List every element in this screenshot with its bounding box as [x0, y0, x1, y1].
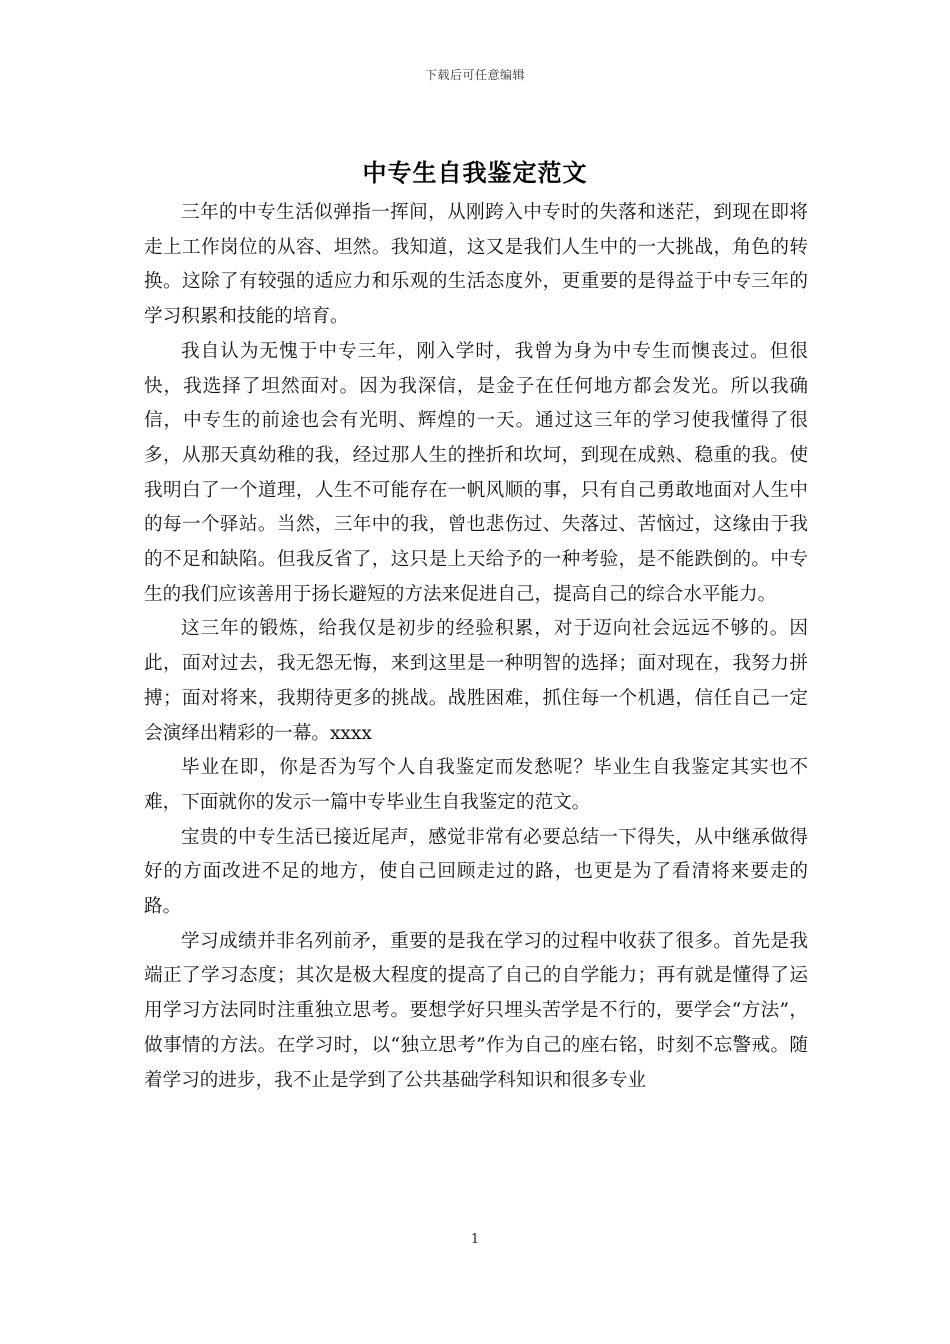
page-number: 1: [470, 1232, 480, 1247]
paragraph-6: 学习成绩并非名列前矛，重要的是我在学习的过程中收获了很多。首先是我端正了学习态度；其次是极大程度的提高了自己的自学能力；再有就是懂得了运用学习方法同时注重独立思考。要想学好只埋头苦学是不行的，要学会“方法”，做事情的方法。在学习时，以“独立思考”作为自己的座右铭，时刻不忘警戒。随着学习的进步，我不止是学到了公共基础学科知识和很多专业: [144, 930, 808, 1091]
paragraph-3: 这三年的锻炼，给我仅是初步的经验积累，对于迈向社会远远不够的。因此，面对过去，我无怨无悔，来到这里是一种明智的选择；面对现在，我努力拼搏；面对将来，我期待更多的挑战。战胜困难，抓住每一个机遇，信任自己一定会演绎出精彩的一幕。xxxx: [144, 618, 808, 744]
paragraph-5: 宝贵的中专生活已接近尾声，感觉非常有必要总结一下得失，从中继承做得好的方面改进不足的地方，使自己回顾走过的路，也更是为了看清将来要走的路。: [144, 826, 808, 918]
paragraph-4: 毕业在即，你是否为写个人自我鉴定而发愁呢？毕业生自我鉴定其实也不难，下面就你的发示一篇中专毕业生自我鉴定的范文。: [144, 757, 808, 813]
header-note: 下载后可任意编辑: [424, 68, 525, 82]
document-body: [144, 196, 808, 1098]
paragraph-1: 三年的中专生活似弹指一挥间，从刚跨入中专时的失落和迷茫，到现在即将走上工作岗位的从容、坦然。我知道，这又是我们人生中的一大挑战，角色的转换。这除了有较强的适应力和乐观的生活态度外，更重要的是得益于中专三年的学习积累和技能的培育。: [144, 202, 808, 328]
document-title: 中专生自我鉴定范文: [362, 158, 588, 187]
paragraph-2: 我自认为无愧于中专三年，刚入学时，我曾为身为中专生而懊丧过。但很快，我选择了坦然面对。因为我深信，是金子在任何地方都会发光。所以我确信，中专生的前途也会有光明、辉煌的一天。通过这三年的学习使我懂得了很多，从那天真幼稚的我，经过那人生的挫折和坎坷，到现在成熟、稳重的我。使我明白了一个道理，人生不可能存在一帆风顺的事，只有自己勇敢地面对人生中的每一个驿站。当然，三年中的我，曾也悲伤过、失落过、苦恼过，这缘由于我的不足和缺陷。但我反省了，这只是上天给予的一种考验，是不能跌倒的。中专生的我们应该善用于扬长避短的方法来促进自己，提高自己的综合水平能力。: [144, 340, 808, 605]
